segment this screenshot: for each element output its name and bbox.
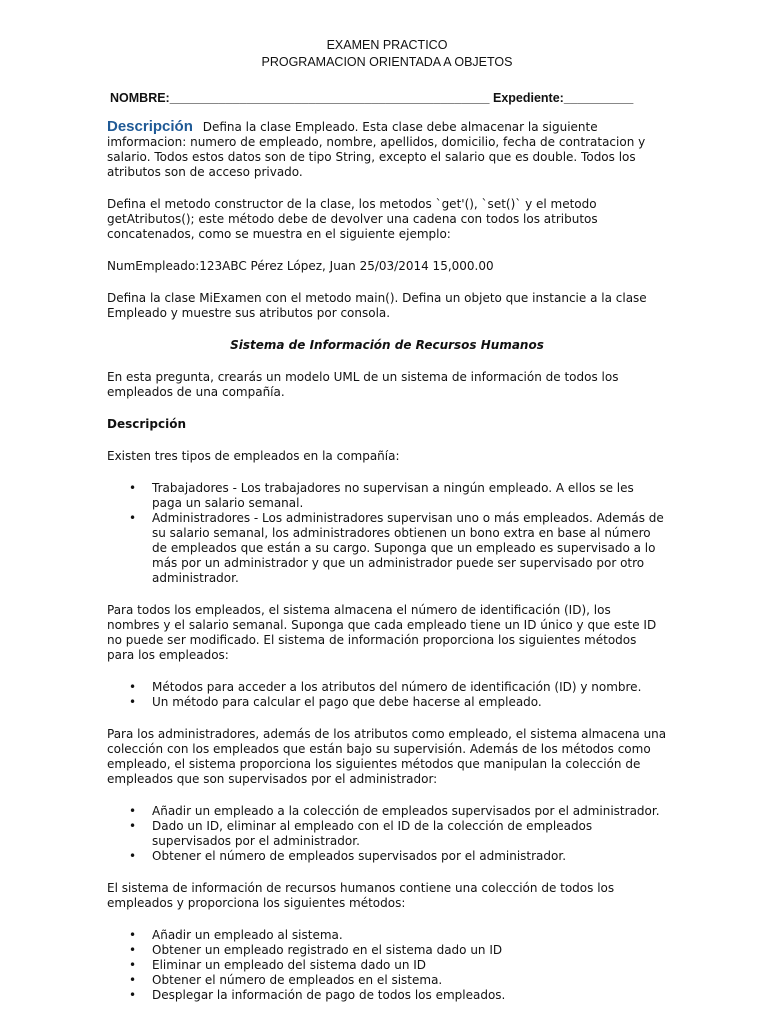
course-title: PROGRAMACION ORIENTADA A OBJETOS — [261, 55, 513, 69]
list-item: • Obtener el número de empleados en el sistema. — [129, 973, 443, 987]
admin-methods-list — [107, 804, 667, 864]
system-paragraph: El sistema de información de recursos humanos contiene una colección de todos los empleados y proporciona los siguientes métodos: — [107, 881, 615, 910]
exam-document — [107, 37, 667, 1003]
list-item: • Obtener un empleado registrado en el sistema dado un ID — [129, 943, 503, 957]
bullet-icon: • — [129, 973, 137, 987]
description-subheading: Descripción — [107, 417, 186, 431]
name-expediente-field: NOMBRE:______________________________________________ Expediente:__________ — [110, 91, 634, 105]
all-employees-paragraph: Para todos los empleados, el sistema almacena el número de identificación (ID), los nombres y el salario semanal. Suponga que cada empleado tiene un ID único y que este ID no puede ser modificado. El sistema de información proporciona los siguientes métodos para los empleados: — [107, 603, 657, 662]
bullet-icon: • — [129, 481, 137, 495]
description-intro-text: Defina la clase Empleado. Esta clase debe almacenar la siguiente imformacion: numero de empleado, nombre, apellidos, domicilio, fecha de contratacion y salario. Todos estos datos son de tipo String, excepto el salario que es double. Todos los atributos son de acceso privado. — [107, 120, 646, 179]
list-item: • Un método para calcular el pago que debe hacerse al empleado. — [129, 695, 542, 709]
bullet-icon: • — [129, 680, 137, 694]
methods-paragraph: Defina el metodo constructor de la clase, los metodos `get'(), `set()` y el metodo getAtributos(); este método debe de devolver una cadena con todos los atributos concatenados, como se muestra en el siguiente ejemplo: — [107, 197, 598, 241]
list-item: • Obtener el número de empleados supervisados por el administrador. — [129, 849, 567, 863]
list-item: • Dado un ID, eliminar al empleado con el ID de la colección de empleados supervisados por el administrador. — [129, 819, 593, 848]
main-class-paragraph: Defina la clase MiExamen con el metodo main(). Defina un objeto que instancie a la clase Empleado y muestre sus atributos por consola. — [107, 291, 647, 320]
bullet-icon: • — [129, 958, 137, 972]
employee-types-intro: Existen tres tipos de empleados en la compañía: — [107, 449, 400, 463]
bullet-icon: • — [129, 928, 137, 942]
list-item: • Eliminar un empleado del sistema dado un ID — [129, 958, 427, 972]
list-item: • Trabajadores - Los trabajadores no supervisan a ningún empleado. A ellos se les paga un salario semanal. — [129, 481, 634, 510]
description-heading: Descripción — [107, 118, 193, 135]
list-item: • Desplegar la información de pago de todos los empleados. — [129, 988, 506, 1002]
example-output: NumEmpleado:123ABC Pérez López, Juan 25/03/2014 15,000.00 — [107, 259, 494, 273]
bullet-icon: • — [129, 849, 137, 863]
bullet-icon: • — [129, 695, 137, 709]
list-item: • Métodos para acceder a los atributos del número de identificación (ID) y nombre. — [129, 680, 642, 694]
exam-title: EXAMEN PRACTICO — [326, 38, 448, 52]
employee-methods-list — [107, 680, 667, 710]
uml-intro-paragraph: En esta pregunta, crearás un modelo UML de un sistema de información de todos los empleados de una compañía. — [107, 370, 619, 399]
bullet-icon: • — [129, 804, 137, 818]
system-methods-list — [107, 928, 667, 1003]
bullet-icon: • — [129, 511, 137, 525]
admins-paragraph: Para los administradores, además de los atributos como empleado, el sistema almacena una colección con los empleados que están bajo su supervisión. Además de los métodos como empleado, el sistema proporciona los siguientes métodos que manipulan la colección de empleados que son supervisados por el administrador: — [107, 727, 667, 786]
list-item: • Añadir un empleado al sistema. — [129, 928, 343, 942]
bullet-icon: • — [129, 988, 137, 1002]
list-item: • Administradores - Los administradores supervisan uno o más empleados. Además de su salario semanal, los administradores obtienen un bono extra en base al número de empleados que están a su cargo. Suponga que un empleado es supervisado a lo más por un administrador y que un administrador puede ser supervisado por otro administrador. — [129, 511, 664, 585]
list-item: • Añadir un empleado a la colección de empleados supervisados por el administrador. — [129, 804, 660, 818]
employee-types-list — [107, 481, 667, 586]
section-title: Sistema de Información de Recursos Humanos — [230, 338, 544, 352]
description-paragraph — [107, 119, 667, 180]
bullet-icon: • — [129, 819, 137, 833]
bullet-icon: • — [129, 943, 137, 957]
